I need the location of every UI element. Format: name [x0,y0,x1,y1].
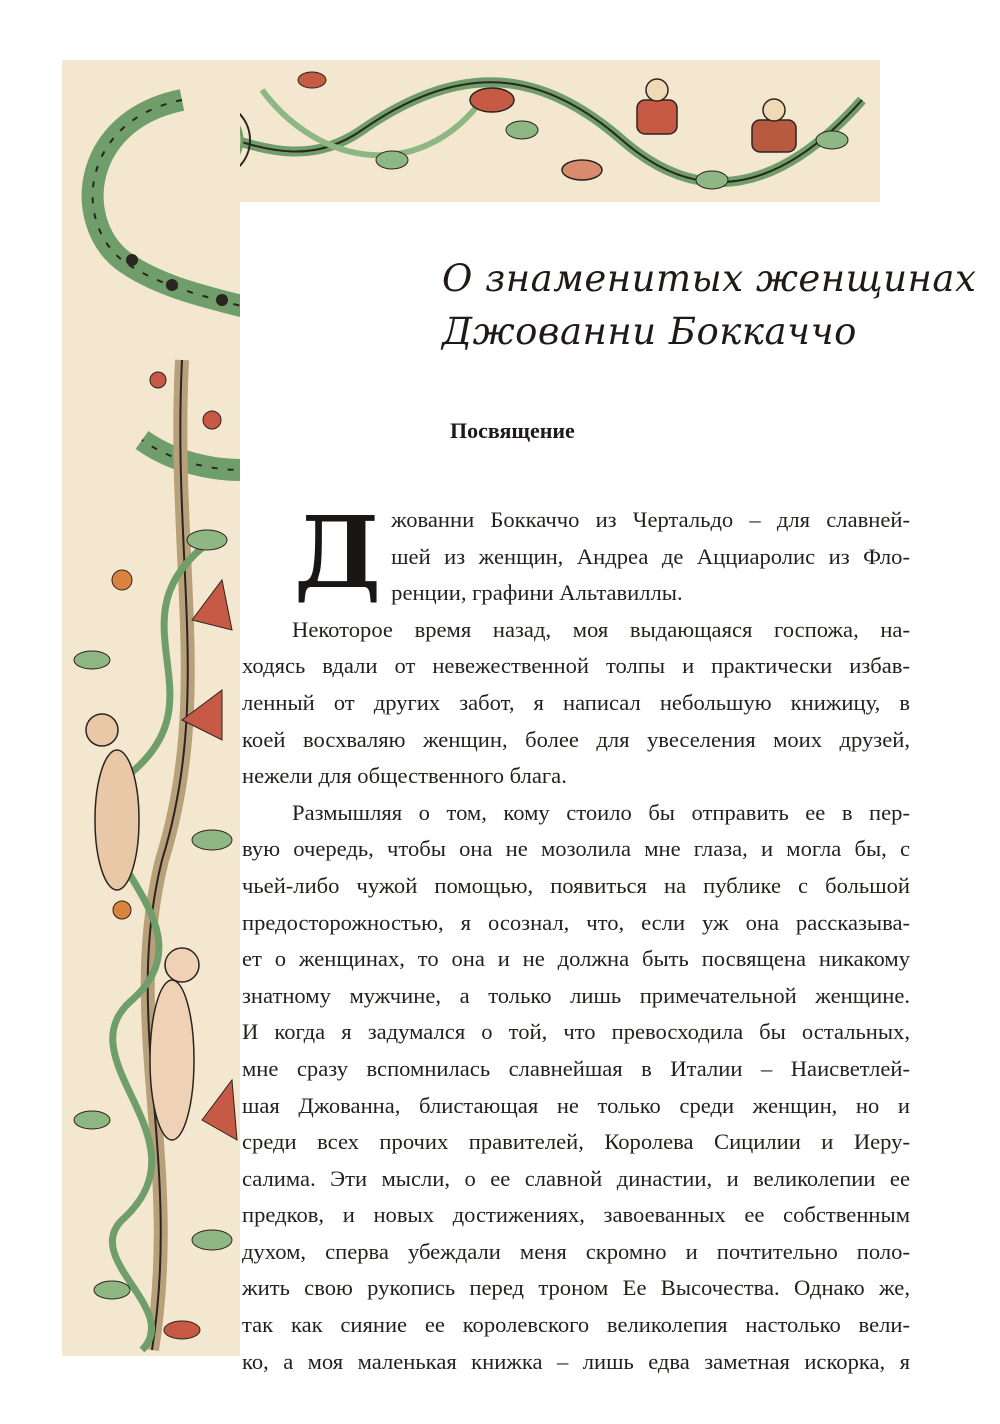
text-line: вую очередь, чтобы она не мозолила мне глаза, и могла бы, с [242,836,910,862]
text-line: знатному мужчине, а только лишь примечательной женщине. [242,982,910,1008]
title-line-1: О знаменитых женщинах [442,257,977,300]
text-line: Некоторое время назад, моя выдающаяся госпожа, на- [292,616,910,642]
text-line: чьей-либо чужой помощью, появиться на публике с большой [242,872,910,898]
text-line: шая Джованна, блистающая не только среди женщин, но и [242,1092,910,1118]
text-line: мне сразу вспомнилась славнейшая в Италии – Наисветлей- [242,1055,910,1081]
text-line: жованни Боккаччо из Чертальдо – для славней- [391,507,910,532]
vine-ornament-left-icon [62,60,240,1356]
text-line: И когда я задумался о той, что превосходила бы остальных, [242,1019,910,1045]
paragraph-2 [242,612,910,795]
drop-cap-letter: Д [294,496,382,611]
book-title [442,252,977,358]
text-line: Размышляя о том, кому стоило бы отправить ее в пер- [292,799,910,825]
text-line: салима. Эти мысли, о ее славной династии, и великолепии ее [242,1165,910,1191]
text-line: нежели для общественного блага. [242,763,567,789]
text-line: шей из женщин, Андреа де Ацциаролис из Фло- [391,543,910,569]
text-line: ренции, графини Альтавиллы. [391,580,683,606]
body-text [242,496,910,1380]
section-heading: Посвящение [450,418,575,443]
illuminated-border-left [62,60,240,1356]
text-line: коей восхваляю женщин, более для увеселения моих друзей, [242,726,910,752]
text-line: предосторожностью, я осознал, что, если уж она рассказыва- [242,909,910,935]
text-line: духом, сперва убеждали меня скромно и почтительно поло- [242,1238,910,1264]
text-line: ко, а моя маленькая книжка – лишь едва заметная искорка, я [242,1348,910,1374]
text-line: среди всех прочих правителей, Королева Сицилии и Иеру- [242,1129,910,1155]
text-line: ленный от других забот, я написал небольшую книжицу, в [242,689,910,715]
text-line: ет о женщинах, то она и не должна быть посвящена никакому [242,946,910,972]
text-line: так как сияние ее королевского великолепия настолько вели- [242,1312,910,1338]
text-line: предков, и новых достижениях, завоеванных ее собственным [242,1202,910,1228]
title-line-2: Джованни Боккаччо [442,310,857,353]
paragraph-3 [242,795,910,1381]
text-line: жить свою рукопись перед троном Ее Высочества. Однако же, [242,1275,910,1301]
text-line: ходясь вдали от невежественной толпы и практически избав- [242,653,910,679]
